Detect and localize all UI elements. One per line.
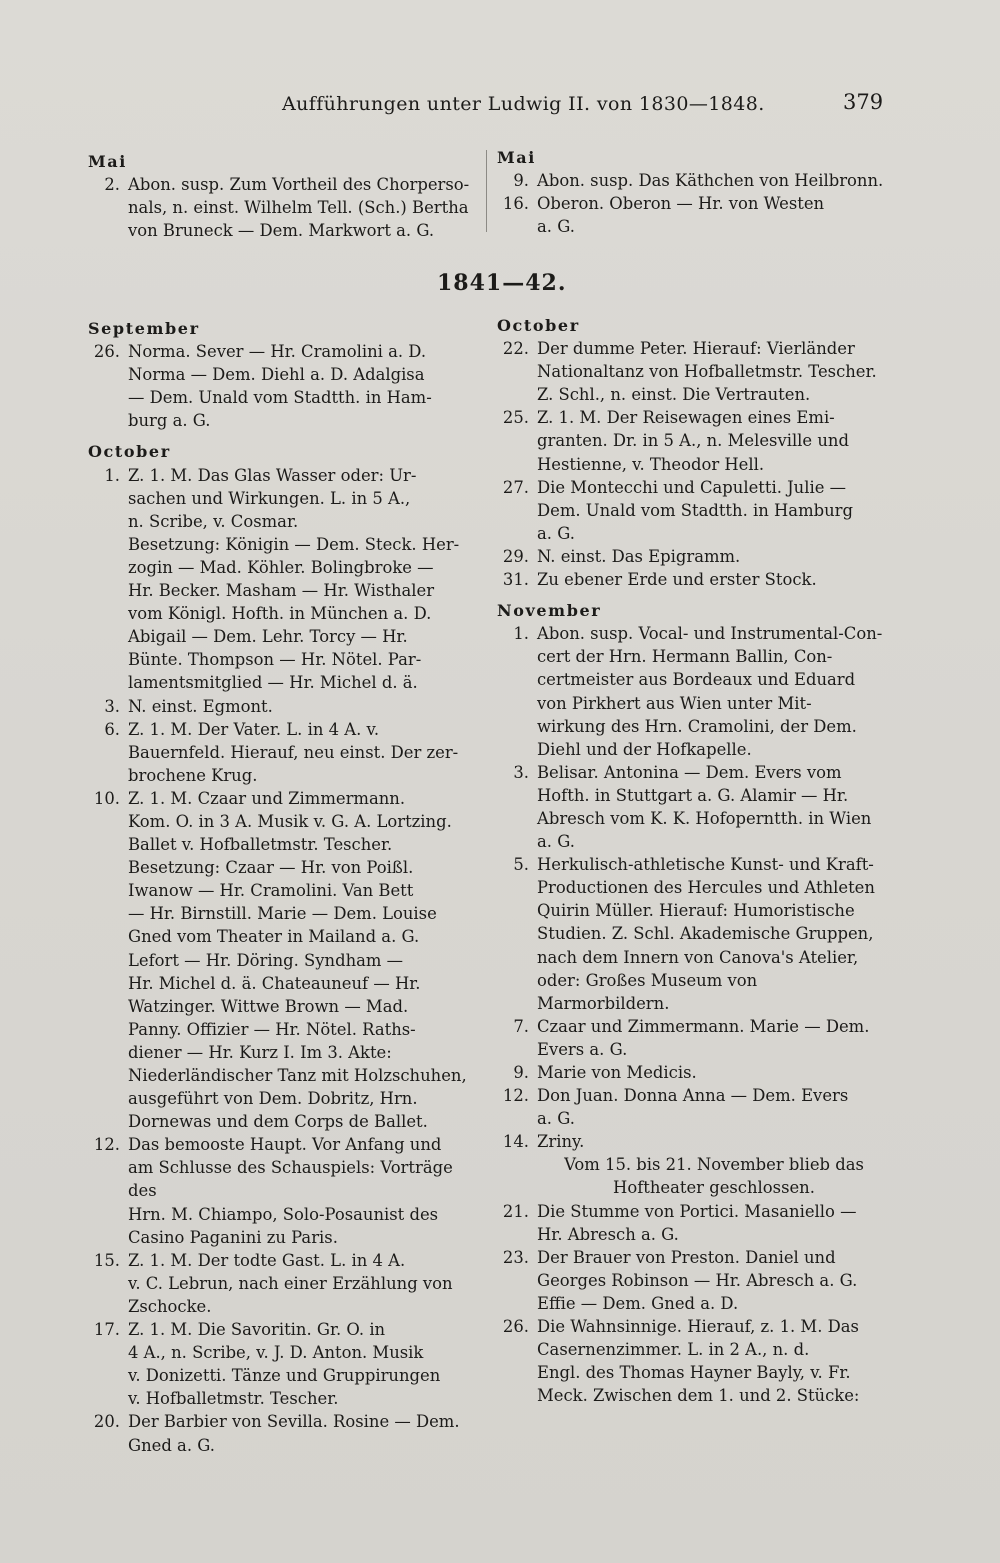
entry-line: nach dem Innern von Canova's Atelier,	[537, 947, 859, 967]
month-heading: September	[88, 319, 200, 338]
entry-line: Abigail — Dem. Lehr. Torcy — Hr.	[128, 627, 408, 647]
entry-line: Abon. susp. Vocal- und Instrumental-Con-	[537, 624, 883, 644]
entry-line: Besetzung: Czaar — Hr. von Poißl.	[128, 858, 414, 878]
entry-line: Hr. Michel d. ä. Chateauneuf — Hr.	[128, 973, 421, 993]
entry-line: Die Montecchi und Capuletti. Julie —	[537, 477, 847, 497]
entry-line: n. Scribe, v. Cosmar.	[128, 511, 299, 531]
entry-line: Die Wahnsinnige. Hierauf, z. 1. M. Das	[537, 1317, 859, 1337]
entry-date: 1.	[513, 624, 529, 644]
list-item	[497, 853, 891, 1015]
entry-line: nals, n. einst. Wilhelm Tell. (Sch.) Bertha	[128, 198, 469, 218]
entry-line: Abon. susp. Zum Vortheil des Chorperso-	[128, 175, 470, 195]
list-item	[497, 1015, 891, 1061]
entry-line: 4 A., n. Scribe, v. J. D. Anton. Musik	[128, 1343, 424, 1363]
entry-line: Hestienne, v. Theodor Hell.	[537, 454, 765, 474]
list-item	[88, 173, 480, 242]
list-item	[497, 476, 891, 545]
entry-line: Die Stumme von Portici. Masaniello —	[537, 1201, 857, 1221]
entry-line: sachen und Wirkungen. L. in 5 A.,	[128, 488, 411, 508]
list-item	[497, 761, 891, 853]
entry-line: Iwanow — Hr. Cramolini. Van Bett	[128, 881, 414, 901]
entry-line: Das bemooste Haupt. Vor Anfang und	[128, 1135, 442, 1155]
page-number: 379	[843, 90, 884, 114]
list-item	[497, 1130, 891, 1153]
list-item	[88, 1133, 480, 1248]
entry-line: Marie von Medicis.	[537, 1063, 697, 1082]
list-item	[497, 406, 891, 475]
running-title: Aufführungen unter Ludwig II. von 1830—1848.	[282, 93, 765, 115]
entry-date: 7.	[513, 1016, 529, 1036]
entry-line: diener — Hr. Kurz I. Im 3. Akte:	[128, 1042, 392, 1062]
entry-line: v. Hofballetmstr. Tescher.	[128, 1389, 339, 1409]
entry-line: Der Barbier von Sevilla. Rosine — Dem.	[128, 1412, 460, 1432]
entry-line: Zschocke.	[128, 1296, 212, 1316]
entry-line: Hr. Abresch a. G.	[537, 1224, 679, 1244]
entry-line: Herkulisch-athletische Kunst- und Kraft-	[537, 855, 874, 875]
entry-line: Z. Schl., n. einst. Die Vertrauten.	[537, 385, 811, 405]
entry-line: Effie — Dem. Gned a. D.	[537, 1293, 739, 1313]
entry-line: brochene Krug.	[128, 765, 258, 785]
list-item	[497, 545, 891, 568]
entry-line: Studien. Z. Schl. Akademische Gruppen,	[537, 924, 874, 944]
list-item	[497, 1246, 891, 1315]
entry-date: 25.	[502, 408, 529, 428]
entry-line: Engl. des Thomas Hayner Bayly, v. Fr.	[537, 1363, 851, 1383]
entry-line: a. G.	[537, 1109, 575, 1129]
entry-line: v. Donizetti. Tänze und Gruppirungen	[128, 1366, 441, 1386]
entry-date: 27.	[502, 477, 529, 497]
entry-line: Meck. Zwischen dem 1. und 2. Stücke:	[537, 1386, 860, 1406]
note-line: Hoftheater geschlossen.	[613, 1178, 815, 1198]
section-gap	[497, 591, 891, 599]
entry-line: lamentsmitglied — Hr. Michel d. ä.	[128, 673, 418, 693]
column-divider	[486, 150, 487, 232]
entry-line: Ballet v. Hofballetmstr. Tescher.	[128, 835, 393, 855]
entry-date: 29.	[502, 546, 529, 566]
entry-line: ausgeführt von Dem. Dobritz, Hrn.	[128, 1089, 418, 1109]
list-item	[88, 695, 480, 718]
list-item	[497, 622, 891, 761]
entry-line: Der Brauer von Preston. Daniel und	[537, 1247, 836, 1267]
entry-line: Gned a. G.	[128, 1435, 215, 1455]
entry-line: Der dumme Peter. Hierauf: Vierländer	[537, 339, 855, 359]
entry-date: 17.	[93, 1320, 120, 1340]
entry-line: oder: Großes Museum von Marmorbildern.	[537, 970, 758, 1013]
list-item	[88, 340, 480, 432]
list-item	[497, 169, 891, 192]
entry-line: Czaar und Zimmermann. Marie — Dem.	[537, 1016, 870, 1036]
list-item	[88, 1410, 480, 1456]
entry-line: Z. 1. M. Der Reisewagen eines Emi-	[537, 408, 835, 428]
entry-line: Bünte. Thompson — Hr. Nötel. Par-	[128, 650, 422, 670]
month-heading: Mai	[88, 152, 127, 171]
entry-line: cert der Hrn. Hermann Ballin, Con-	[537, 647, 833, 667]
entry-line: Besetzung: Königin — Dem. Steck. Her-	[128, 534, 460, 554]
entry-date: 5.	[513, 855, 529, 875]
entry-line: granten. Dr. in 5 A., n. Melesville und	[537, 431, 849, 451]
entry-date: 12.	[93, 1135, 120, 1155]
entry-line: Panny. Offizier — Hr. Nötel. Raths-	[128, 1019, 416, 1039]
entry-date: 6.	[104, 719, 120, 739]
entry-date: 16.	[502, 194, 529, 214]
entry-line: Oberon. Oberon — Hr. von Westen	[537, 194, 825, 214]
list-item	[497, 1084, 891, 1130]
entry-line: Abon. susp. Das Käthchen von Heilbronn.	[537, 171, 884, 191]
entry-line: Hr. Becker. Masham — Hr. Wisthaler	[128, 581, 435, 601]
closure-note	[497, 1153, 891, 1199]
entry-line: Diehl und der Hofkapelle.	[537, 739, 752, 759]
entry-date: 10.	[93, 788, 120, 808]
month-heading: October	[497, 316, 580, 335]
entry-line: a. G.	[537, 217, 575, 237]
entry-date: 14.	[502, 1132, 529, 1152]
entry-line: Lefort — Hr. Döring. Syndham —	[128, 950, 404, 970]
entry-line: Watzinger. Wittwe Brown — Mad.	[128, 996, 409, 1016]
entry-line: von Pirkhert aus Wien unter Mit-	[537, 693, 812, 713]
entry-line: zogin — Mad. Köhler. Bolingbroke —	[128, 557, 434, 577]
entry-line: Hofth. in Stuttgart a. G. Alamir — Hr.	[537, 785, 849, 805]
entry-line: vom Königl. Hofth. in München a. D.	[128, 604, 432, 624]
entry-line: Z. 1. M. Czaar und Zimmermann.	[128, 788, 406, 808]
entry-line: Nationaltanz von Hofballetmstr. Tescher.	[537, 362, 877, 382]
top-left-column	[88, 150, 480, 242]
section-gap	[88, 432, 480, 440]
entry-line: von Bruneck — Dem. Markwort a. G.	[128, 221, 435, 241]
entry-line: Casino Paganini zu Paris.	[128, 1227, 338, 1247]
list-item	[88, 787, 480, 1133]
entry-line: N. einst. Das Epigramm.	[537, 546, 741, 566]
entry-line: Productionen des Hercules und Athleten	[537, 878, 875, 898]
entry-line: N. einst. Egmont.	[128, 696, 273, 716]
entry-line: Norma. Sever — Hr. Cramolini a. D.	[128, 342, 427, 362]
month-heading: October	[88, 442, 171, 462]
entry-line: a. G.	[537, 832, 575, 852]
entry-date: 3.	[104, 696, 120, 716]
entry-date: 26.	[502, 1317, 529, 1337]
entry-date: 3.	[513, 762, 529, 782]
entry-line: Belisar. Antonina — Dem. Evers vom	[537, 762, 842, 782]
list-item	[88, 1318, 480, 1410]
entry-date: 26.	[93, 342, 120, 362]
entry-line: Casernenzimmer. L. in 2 A., n. d.	[537, 1340, 810, 1360]
entry-line: Dornewas und dem Corps de Ballet.	[128, 1112, 428, 1132]
entry-line: Z. 1. M. Die Savoritin. Gr. O. in	[128, 1320, 386, 1340]
entry-line: Evers a. G.	[537, 1039, 628, 1059]
list-item	[88, 1249, 480, 1318]
list-item	[497, 192, 891, 238]
entry-line: Georges Robinson — Hr. Abresch a. G.	[537, 1270, 858, 1290]
entry-date: 9.	[513, 171, 529, 191]
entry-line: Dem. Unald vom Stadtth. in Hamburg	[537, 500, 853, 520]
entry-line: Z. 1. M. Der todte Gast. L. in 4 A.	[128, 1250, 406, 1270]
entry-line: burg a. G.	[128, 411, 211, 431]
entry-line: certmeister aus Bordeaux und Eduard	[537, 670, 856, 690]
month-heading: November	[497, 601, 602, 621]
list-item	[497, 1315, 891, 1407]
entry-line: Don Juan. Donna Anna — Dem. Evers	[537, 1086, 849, 1106]
list-item	[497, 1200, 891, 1246]
entry-date: 15.	[93, 1250, 120, 1270]
entry-line: Quirin Müller. Hierauf: Humoristische	[537, 901, 855, 921]
entry-date: 2.	[104, 175, 120, 195]
entry-line: Norma — Dem. Diehl a. D. Adalgisa	[128, 365, 425, 385]
bottom-left-column	[88, 317, 480, 1457]
entry-date: 22.	[502, 339, 529, 359]
list-item	[497, 337, 891, 406]
entry-line: Hrn. M. Chiampo, Solo-Posaunist des	[128, 1204, 439, 1224]
list-item	[88, 464, 480, 695]
bottom-right-column	[497, 314, 891, 1407]
entry-line: a. G.	[537, 523, 575, 543]
entry-line: am Schlusse des Schauspiels: Vorträge des	[128, 1158, 453, 1201]
note-line: Vom 15. bis 21. November blieb das	[564, 1155, 864, 1175]
list-item	[497, 568, 891, 591]
list-item	[88, 718, 480, 787]
entry-date: 31.	[502, 570, 529, 590]
entry-date: 21.	[502, 1201, 529, 1221]
entry-line: Bauernfeld. Hierauf, neu einst. Der zer-	[128, 742, 459, 762]
top-right-column	[497, 146, 891, 238]
entry-date: 12.	[502, 1086, 529, 1106]
month-heading: Mai	[497, 148, 536, 167]
entry-line: Kom. O. in 3 A. Musik v. G. A. Lortzing.	[128, 811, 452, 831]
entry-line: Zu ebener Erde und erster Stock.	[537, 570, 817, 590]
entry-line: — Dem. Unald vom Stadtth. in Ham-	[128, 388, 432, 408]
entry-line: Niederländischer Tanz mit Holzschuhen,	[128, 1066, 467, 1085]
entry-line: Z. 1. M. Das Glas Wasser oder: Ur-	[128, 465, 417, 485]
entry-line: — Hr. Birnstill. Marie — Dem. Louise	[128, 904, 437, 924]
entry-line: Z. 1. M. Der Vater. L. in 4 A. v.	[128, 719, 380, 739]
list-item	[497, 1061, 891, 1084]
entry-line: Abresch vom K. K. Hofoperntth. in Wien	[537, 808, 872, 828]
entry-date: 9.	[513, 1063, 529, 1082]
entry-date: 20.	[93, 1412, 120, 1432]
entry-line: v. C. Lebrun, nach einer Erzählung von	[128, 1273, 453, 1293]
entry-line: wirkung des Hrn. Cramolini, der Dem.	[537, 716, 857, 736]
season-title: 1841—42.	[437, 270, 567, 296]
entry-date: 23.	[502, 1247, 529, 1267]
entry-line: Gned vom Theater in Mailand a. G.	[128, 927, 420, 947]
entry-date: 1.	[104, 465, 120, 485]
entry-line: Zriny.	[537, 1132, 585, 1152]
